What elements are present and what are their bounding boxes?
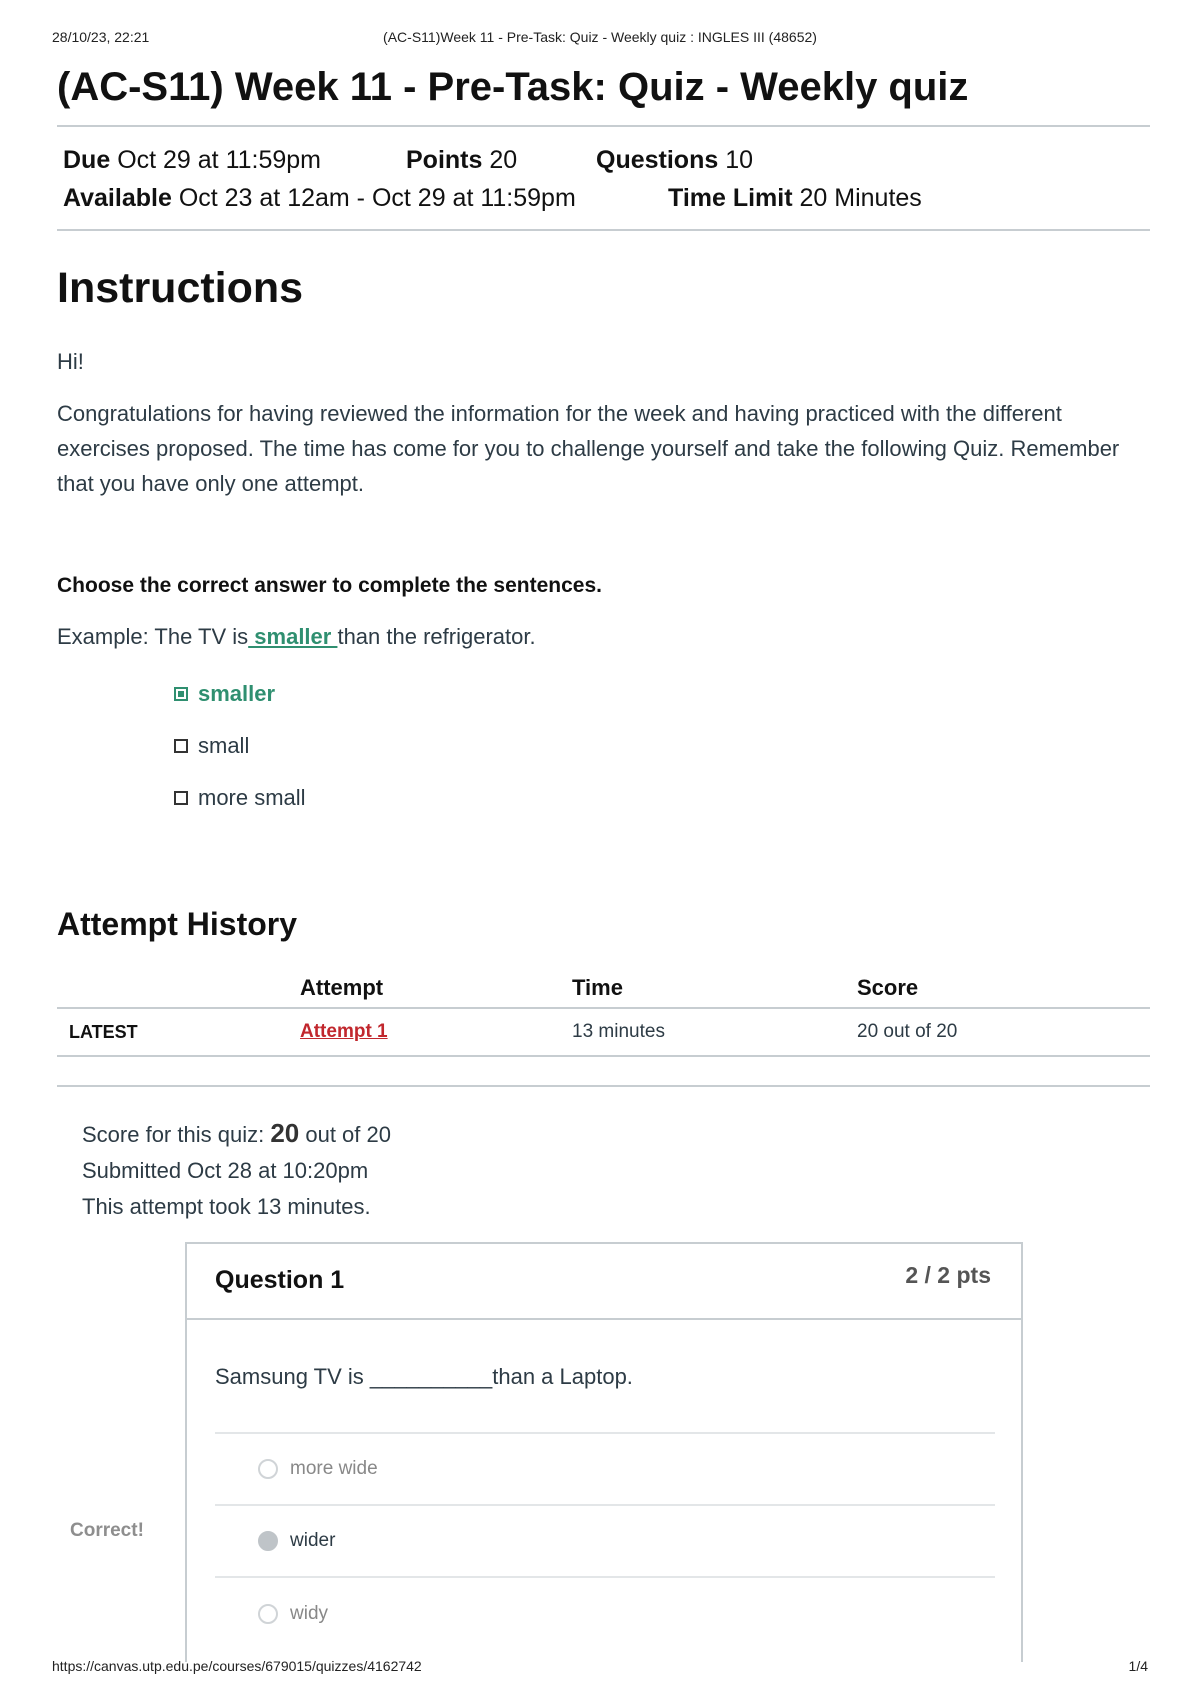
attempt-history-table (57, 968, 1150, 1057)
print-doc-title: (AC-S11)Week 11 - Pre-Task: Quiz - Weekly quiz : INGLES III (48652) (383, 29, 817, 45)
attempt-history-heading: Attempt History (57, 906, 298, 942)
empty-box-icon (174, 791, 188, 805)
column-header (57, 968, 300, 1008)
radio-selected-icon[interactable] (258, 1531, 278, 1551)
time-limit-info: Time Limit 20 Minutes (668, 183, 922, 212)
table-row (57, 1008, 1150, 1056)
example-option-checked: smaller (174, 668, 1150, 720)
correct-answer-label: Correct! (70, 1520, 144, 1541)
attempt-time: 13 minutes (572, 1008, 857, 1056)
print-url: https://canvas.utp.edu.pe/courses/679015/quizzes/4162742 (52, 1658, 422, 1674)
score-line: Score for this quiz: 20 out of 20 (82, 1118, 391, 1148)
example-options (174, 668, 1150, 824)
example-option: more small (174, 772, 1150, 824)
available-info: Available Oct 23 at 12am - Oct 29 at 11:59pm (63, 183, 576, 212)
question-title: Question 1 (215, 1266, 345, 1294)
radio-icon[interactable] (258, 1459, 278, 1479)
divider (57, 229, 1150, 231)
question-points: 2 / 2 pts (905, 1262, 991, 1288)
quiz-summary (82, 1115, 1150, 1225)
due-info: Due Oct 29 at 11:59pm (63, 145, 322, 174)
column-header: Time (572, 968, 857, 1008)
print-header (52, 29, 1148, 49)
latest-label: LATEST (57, 1008, 300, 1056)
example-sentence: Example: The TV is smaller than the refrigerator. (57, 624, 536, 649)
attempt-score: 20 out of 20 (857, 1008, 1150, 1056)
radio-icon[interactable] (258, 1604, 278, 1624)
points-info: Points 20 (406, 145, 518, 174)
score-value: 20 (270, 1118, 300, 1148)
quiz-title: (AC-S11) Week 11 - Pre-Task: Quiz - Weekly quiz (57, 65, 969, 109)
empty-box-icon (174, 739, 188, 753)
answer-list (215, 1432, 995, 1650)
example-option: small (174, 720, 1150, 772)
correct-arrow-icon (150, 1510, 186, 1556)
instructions-heading: Instructions (57, 264, 304, 312)
quiz-content (57, 62, 1150, 1225)
divider (57, 1085, 1150, 1087)
answer-option[interactable]: widy (215, 1578, 995, 1650)
attempt-1-link[interactable]: Attempt 1 (300, 1021, 388, 1042)
print-footer (52, 1658, 1148, 1678)
print-page-number: 1/4 (1128, 1658, 1148, 1674)
answer-option[interactable]: more wide (215, 1434, 995, 1506)
question-header (187, 1244, 1021, 1320)
example-blank: smaller (248, 624, 338, 649)
duration-line: This attempt took 13 minutes. (82, 1194, 371, 1219)
checked-box-icon (174, 687, 188, 701)
column-header: Attempt (300, 968, 572, 1008)
greeting-text: Hi! (57, 349, 84, 374)
answer-option-selected[interactable]: wider (215, 1506, 995, 1578)
quiz-meta (57, 127, 1150, 229)
submitted-line: Submitted Oct 28 at 10:20pm (82, 1158, 369, 1183)
intro-text: Congratulations for having reviewed the information for the week and having practiced with the different exercises proposed. The time has come for you to challenge yourself and take the following Quiz. Remember that you have only one attempt. (57, 401, 1120, 496)
question-1-card (185, 1242, 1023, 1662)
column-header: Score (857, 968, 1150, 1008)
question-text: Samsung TV is __________than a Laptop. (215, 1364, 633, 1389)
directive-text: Choose the correct answer to complete the sentences. (57, 574, 602, 597)
questions-info: Questions 10 (596, 145, 754, 174)
print-date: 28/10/23, 22:21 (52, 29, 150, 45)
